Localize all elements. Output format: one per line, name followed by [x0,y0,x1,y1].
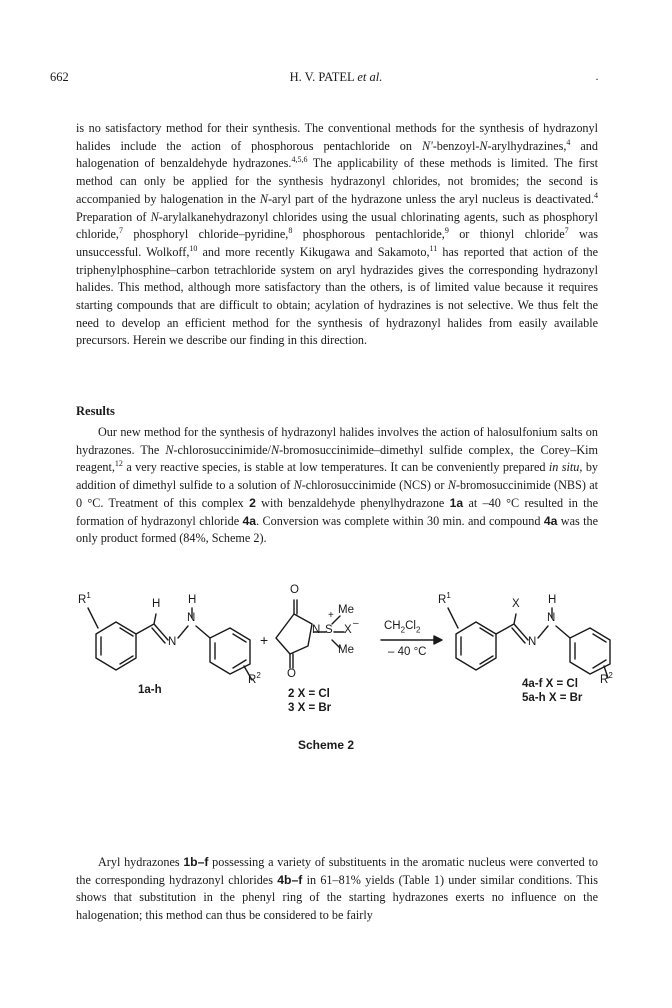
product-nn-bond [538,626,548,638]
compound-label-1a-h: 1a-h [138,684,162,696]
compound-label: 4a [543,513,558,528]
text: -benzoyl- [432,138,480,153]
product-n-atom: N [547,612,556,624]
methyl-group: Me [338,644,354,656]
text: -bromosuccinimide (NBS) at 0 °C. Treatment of this complex [76,478,599,510]
compound-label: 4b–f [277,872,303,887]
text: phosphoryl chloride–pyridine, [122,227,289,242]
product-r1-bond [448,608,458,628]
compound-label-3: 3 X = Br [288,702,332,714]
cx-bond [514,614,516,624]
paragraph-results [76,424,598,548]
text: Aryl hydrazones [98,855,184,869]
text: -aryl part of the hydrazone unless the aryl nucleus is deactivated. [267,191,595,206]
paragraph-intro-continued [76,120,598,350]
product-n-aryl-bond [556,626,570,638]
text: with benzaldehyde phenylhydrazone [255,495,450,510]
product-bond [496,624,514,634]
h-atom: H [188,594,197,606]
running-head-etal: et al. [357,70,383,84]
text: N [150,209,159,224]
text: and more recently Kikugawa and Sakamoto, [197,244,430,259]
scheme-title: Scheme 2 [298,738,355,752]
text: N [447,478,456,493]
text: -chlorosuccinimide (NCS) or [301,478,448,493]
x-atom: X [344,624,352,636]
reference-marker: 8 [288,226,293,236]
methyl-group: Me [338,604,354,616]
plus-sign: + [260,632,269,648]
n-atom: N [312,624,321,636]
o-atom: O [287,668,296,680]
text: N [479,138,488,153]
product-r1-label: $R^1$ [438,591,451,606]
reference-marker: 10 [189,243,198,253]
compound-label-2: 2 X = Cl [288,688,330,700]
bond [136,624,154,634]
n-atom: N [168,636,177,648]
reference-marker: 4 [594,190,599,200]
n-aryl-bond [196,626,210,638]
compound-label: 2 [249,495,256,510]
succinimide-ring [276,600,312,668]
benzene-ring-left [96,622,136,670]
r2-label: $R^2$ [248,671,261,686]
text: , by addition of dimethyl sulfide to a solution of [76,460,599,493]
reference-marker: 7 [118,226,123,236]
text: Preparation of [76,209,151,224]
text: a very reactive species, is stable at low temperatures. It can be conveniently prepared [122,460,549,475]
r1-bond [88,608,98,628]
r1-label: $R^1$ [78,591,91,606]
text: N [270,442,280,457]
reference-marker: 9 [444,226,449,236]
text: -chlorosuccinimide/ [173,442,271,457]
compound-label: 1b–f [183,855,209,869]
product-x-atom: X [512,598,520,610]
text: and halogenation of benzaldehyde hydrazones. [76,138,598,171]
product-cn-double-bond [512,624,528,643]
paragraph-substituents [76,854,598,925]
text: was the only product formed (84%, Scheme 2). [76,513,598,546]
product-r2-label: $R^2$ [600,671,613,686]
compound-label-4a-f: 4a-f X = Cl [522,678,578,690]
text: was unsuccessful. Wolkoff, [76,227,598,259]
running-head-authors: H. V. PATEL [289,70,355,84]
plus-charge: + [328,610,334,621]
product-n-atom: N [528,636,537,648]
text: N [165,442,174,457]
stray-dot: · [595,72,599,86]
text: in 61–81% yields (Table 1) under similar conditions. This shows that substitution in the phenyl ring of the starting hydrazones exerts no influence on the halogenation; this method can thus be considered to be fairly [76,872,598,923]
text: N [293,478,302,493]
section-heading-results: Results [76,404,115,418]
text: -arylalkanehydrazonyl chlorides using the usual chlorinating agents, such as phosphoryl chloride, [76,209,598,242]
h-atom: H [152,598,161,610]
reference-marker: 12 [114,459,123,469]
n-atom: N [187,612,196,624]
cn-double-bond [152,624,168,643]
solvent-label: $CH_2Cl_2$ [384,620,421,635]
text: is no satisfactory method for their synthesis. The conventional methods for the synthesis of hydrazonyl halides include the action of phosphorous pentachloride on [76,121,598,153]
arrow-head [434,636,442,644]
text: phosphorous pentachloride, [292,227,445,242]
text: or thionyl chloride [448,227,565,242]
reference-marker: 11 [429,243,438,253]
running-head [0,70,672,85]
temperature-label: – 40 °C [388,646,427,658]
text: . Conversion was complete within 30 min. and compound [256,513,544,528]
text: -arylhydrazines, [487,138,567,153]
text: at –40 °C resulted in the formation of hydrazonyl chloride [76,495,599,528]
compound-label-5a-h: 5a-h X = Br [522,692,583,704]
reference-marker: 7 [564,226,569,236]
text: has reported that action of the triphenylphosphine–carbon tetrachloride system on aryl hydrazides gives the corresponding hydrazonyl halides. This method, although more satisfactory than the others, is of limited value because it requires starting compounds that are difficult to obtain; acylation of hydrazines is not selective. We thus felt the need to develop an efficient method for the synthesis of hydrazonyl halides from easily available precursors. Herein we describe our finding in this direction. [76,244,598,348]
nn-bond [178,626,188,638]
o-atom: O [290,584,299,596]
text: Our new method for the synthesis of hydrazonyl halides involves the action of halosulfonium salts on hydrazones. The [76,425,598,457]
reaction-scheme [76,584,616,813]
ch-bond [154,614,156,624]
compound-label: 4a [242,513,257,528]
text: -bromosuccinimide–dimethyl sulfide complex, the Corey–Kim reagent, [76,442,598,475]
text: N [259,191,268,206]
reference-marker: 4,5,6 [291,155,308,165]
page-number: 662 [50,70,69,84]
reference-marker: 4 [566,137,571,147]
text: N' [421,138,433,153]
text: The applicability of these methods is limited. The first method can only be applied for the synthesis hydrazonyl chlorides, not bromides; the second is accompanied by halogenation in the [76,156,598,206]
product-ring-left [456,622,496,670]
product-h-atom: H [548,594,557,606]
text: possessing a variety of substituents in the aromatic nucleus were converted to the corresponding hydrazonyl chlorides [76,855,598,887]
minus-charge: – [353,618,359,629]
text: in situ [548,460,580,475]
compound-label: 1a [449,495,464,510]
s-atom: S [325,624,333,636]
